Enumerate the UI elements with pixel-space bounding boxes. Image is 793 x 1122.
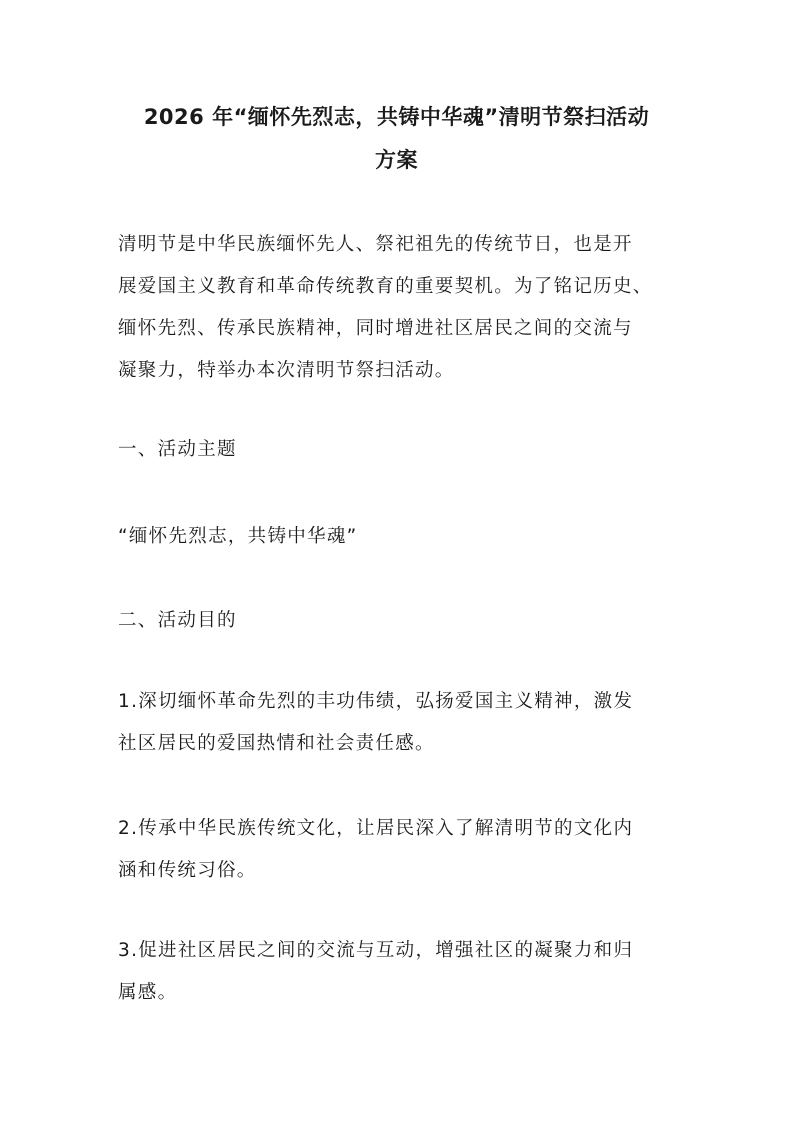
purpose-item-2-line-1: 2.传承中华民族传统文化，让居民深入了解清明节的文化内 (118, 818, 634, 839)
purpose-item-2-line-2: 涵和传统习俗。 (118, 860, 257, 881)
intro-line-4: 凝聚力，特举办本次清明节祭扫活动。 (118, 360, 455, 381)
section-heading-theme: 一、活动主题 (118, 439, 237, 460)
intro-line-3: 缅怀先烈、传承民族精神，同时增进社区居民之间的交流与 (118, 318, 633, 339)
purpose-item-3-line-1: 3.促进社区居民之间的交流与互动，增强社区的凝聚力和归 (118, 940, 634, 961)
purpose-item-1-line-1: 1.深切缅怀革命先烈的丰功伟绩，弘扬爱国主义精神，激发 (118, 691, 634, 712)
activity-theme-text: “缅怀先烈志，共铸中华魂” (118, 526, 358, 547)
purpose-item-1-line-2: 社区居民的爱国热情和社会责任感。 (118, 733, 435, 754)
purpose-item-3-line-2: 属感。 (118, 982, 178, 1003)
intro-line-2: 展爱国主义教育和革命传统教育的重要契机。为了铭记历史、 (118, 276, 653, 297)
intro-line-1: 清明节是中华民族缅怀先人、祭祀祖先的传统节日，也是开 (118, 234, 633, 255)
section-heading-purpose: 二、活动目的 (118, 610, 237, 631)
document-title-line-2: 方案 (375, 148, 418, 172)
document-title-line-1: 2026 年“缅怀先烈志，共铸中华魂”清明节祭扫活动 (143, 105, 650, 129)
